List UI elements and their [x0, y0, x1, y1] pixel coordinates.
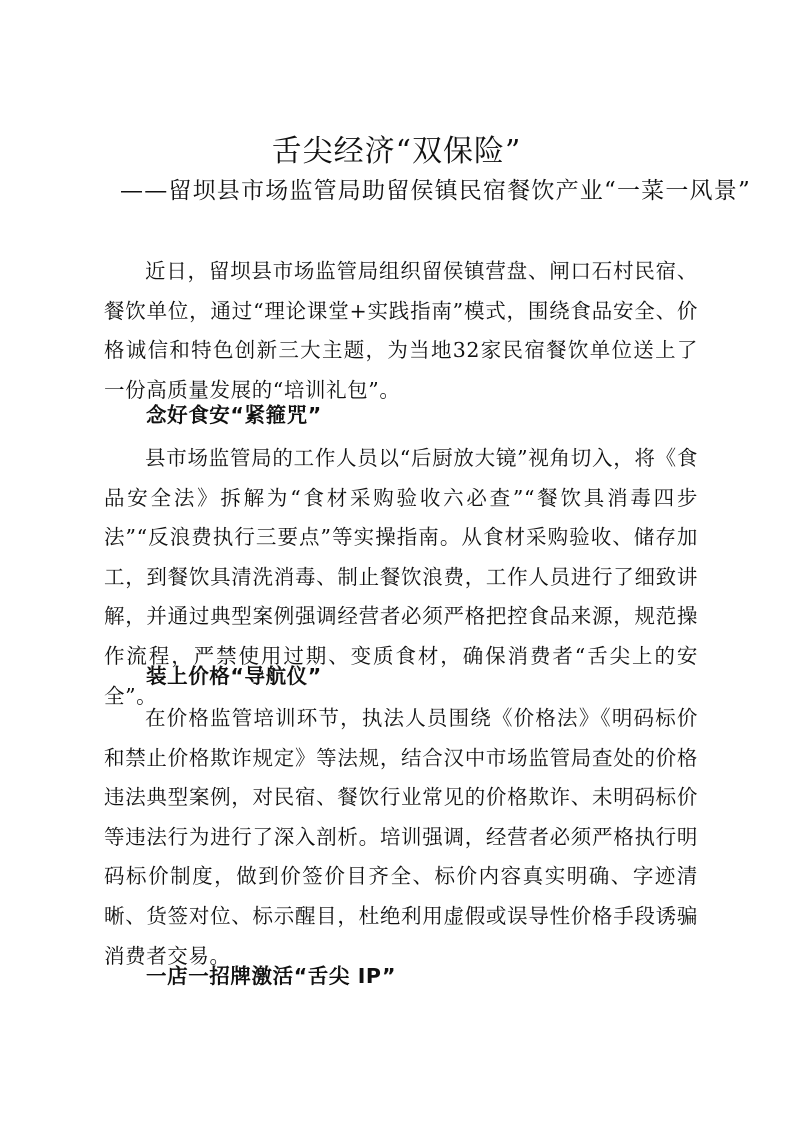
document-title: 舌尖经济“双保险” [271, 134, 522, 169]
intro-paragraph: 近日，留坝县市场监管局组织留侯镇营盘、闸口石村民宿、餐饮单位，通过“理论课堂+实践指南”模式，围绕食品安全、价格诚信和特色创新三大主题，为当地32家民宿餐饮单位送上了一份高质量发展的“培训礼包”。 [104, 259, 698, 402]
document-subtitle: ——留坝县市场监管局助留侯镇民宿餐饮产业“一菜一风景” [120, 178, 751, 204]
section-heading-price: 装上价格“导航仪” [146, 664, 322, 688]
section-heading-signature: 一店一招牌激活“舌尖 IP” [146, 964, 397, 988]
section-heading-food-safety: 念好食安“紧箍咒” [146, 403, 322, 427]
section-body-food-safety: 县市场监管局的工作人员以“后厨放大镜”视角切入，将《食品安全法》拆解为“食材采购验收六必查”“餐饮具消毒四步法”“反浪费执行三要点”等实操指南。从食材采购验收、储存加工，到餐饮具清洗消毒、制止餐饮浪费，工作人员进行了细致讲解，并通过典型案例强调经营者必须严格把控食品来源，规范操作流程，严禁使用过期、变质食材，确保消费者“舌尖上的安全”。 [104, 446, 698, 708]
section-body-price: 在价格监管培训环节，执法人员围绕《价格法》《明码标价和禁止价格欺诈规定》等法规，结合汉中市场监管局查处的价格违法典型案例，对民宿、餐饮行业常见的价格欺诈、未明码标价等违法行为进行了深入剖析。培训强调，经营者必须严格执行明码标价制度，做到价签价目齐全、标价内容真实明确、字迹清晰、货签对位、标示醒目，杜绝利用虚假或误导性价格手段诱骗消费者交易。 [104, 706, 698, 968]
